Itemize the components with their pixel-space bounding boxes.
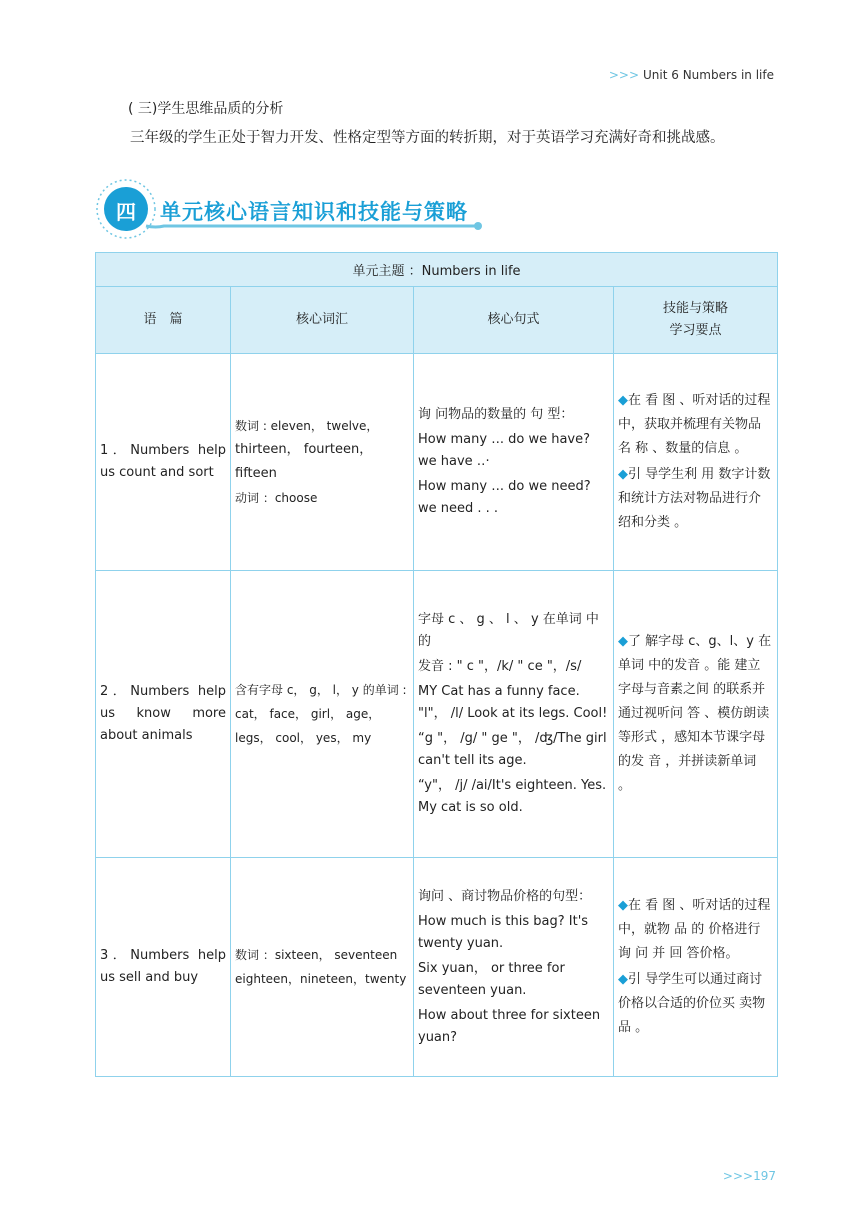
vocab-line: 数词 ：sixteen， seventeen <box>235 948 398 962</box>
vocab-line: eighteen，nineteen，twenty <box>235 972 407 986</box>
sentence-line: How many ‥. do we have? we have ‥· <box>418 432 591 469</box>
header-vocab-col: 核心词汇 <box>231 287 414 354</box>
row-sentences <box>414 858 614 1077</box>
running-header <box>609 68 774 82</box>
section-banner <box>96 176 496 240</box>
header-arrows: >>> <box>608 68 639 82</box>
sentence-line: MY Cat has a funny face. "l"， /l/ Look at its legs. Cool! <box>418 684 608 721</box>
sentence-line: How much is this bag? It's twenty yuan. <box>418 913 589 951</box>
diamond-bullet-icon: ◆ <box>618 972 628 987</box>
vocab-line: 含有字母 c， g， l， y 的单词 : cat， face， girl， age， legs， cool， yes， my <box>235 683 407 745</box>
header-skills-col <box>614 287 778 354</box>
row-vocab <box>231 354 414 571</box>
vocab-line: 动词 ：choose <box>235 491 318 505</box>
skill-item: ◆在 看 图 、听对话的过程 中，就物 品 的 价格进行 询 问 并 回 答价格。 <box>618 898 771 961</box>
sentence-line: 询问 、商讨物品价格的句型： <box>418 888 592 904</box>
header-text-col: 语 篇 <box>96 287 231 354</box>
table-row <box>96 571 778 858</box>
table-row <box>96 858 778 1077</box>
row-skills <box>614 571 778 858</box>
row-vocab <box>231 571 414 858</box>
header-sentence-col: 核心句式 <box>414 287 614 354</box>
row-sentences <box>414 571 614 858</box>
skill-item: ◆引 导学生可以通过商讨价格以合适的价位买 卖物品 。 <box>618 972 766 1035</box>
vocab-line: 数词 : eleven， twelve， <box>235 419 379 433</box>
sentence-line: 字母 c 、 g 、 l 、 y 在单词 中 的 <box>418 612 599 649</box>
row-sentences <box>414 354 614 571</box>
diamond-bullet-icon: ◆ <box>618 393 628 408</box>
sentence-line: 询 问物品的数量的 句 型： <box>418 407 574 422</box>
diamond-bullet-icon: ◆ <box>618 467 628 482</box>
row-skills <box>614 354 778 571</box>
header-skills-line2: 学习要点 <box>669 323 722 338</box>
sentence-line: Six yuan， or three for seventeen yuan. <box>418 960 565 998</box>
skill-item: ◆在 看 图 、听对话的过程 中，获取并梳理有关物品名 称 、数量的信息 。 <box>618 393 771 456</box>
banner-number: 四 <box>116 200 136 224</box>
page-number: >>>197 <box>722 1169 776 1183</box>
row-skills <box>614 858 778 1077</box>
sentence-line: “g "， /g/ " ge "， /ʤ/The girl can't tell its age. <box>418 731 607 768</box>
diamond-bullet-icon: ◆ <box>618 634 628 649</box>
sentence-line: How many ‥. do we need? we need . . . <box>418 479 591 516</box>
skill-item: ◆引 导学生利 用 数字计数和统计方法对物品进行介绍和分类 。 <box>618 467 771 530</box>
row-vocab <box>231 858 414 1077</box>
sentence-line: 发音 : " c "，/k/ " ce "，/s/ <box>418 659 582 674</box>
diamond-bullet-icon: ◆ <box>618 898 628 913</box>
sentence-line: How about three for sixteen yuan? <box>418 1007 601 1045</box>
table-topic: 单元主题 ：Numbers in life <box>96 253 778 287</box>
vocab-line: fifteen <box>235 466 277 481</box>
row-text: 2．Numbers help us know more about animals <box>96 571 231 858</box>
section-paragraph: 三年级的学生正处于智力开发、性格定型等方面的转折期，对于英语学习充满好奇和挑战感。 <box>130 130 725 146</box>
section-heading: ( 三)学生思维品质的分析 <box>128 101 284 117</box>
row-text: 1．Numbers help us count and sort <box>96 354 231 571</box>
header-text: Unit 6 Numbers in life <box>643 68 774 82</box>
banner-title: 单元核心语言知识和技能与策略 <box>160 200 468 224</box>
header-skills-line1: 技能与策略 <box>663 301 729 316</box>
row-text: 3．Numbers help us sell and buy <box>96 858 231 1077</box>
skill-item: ◆了 解字母 c、g、l、y 在单词 中的发音 。能 建立字母与音素之间 的联系并通过视听问 答 、模仿朗读等形式 ，感知本节课字母的发 音 ，并拼读新单词 。 <box>618 634 772 793</box>
knowledge-table <box>95 252 778 1077</box>
sentence-line: “y"， /j/ /ai/It's eighteen. Yes. My cat is so old. <box>418 778 607 815</box>
table-row <box>96 354 778 571</box>
vocab-line: thirteen， fourteen， <box>235 442 373 457</box>
